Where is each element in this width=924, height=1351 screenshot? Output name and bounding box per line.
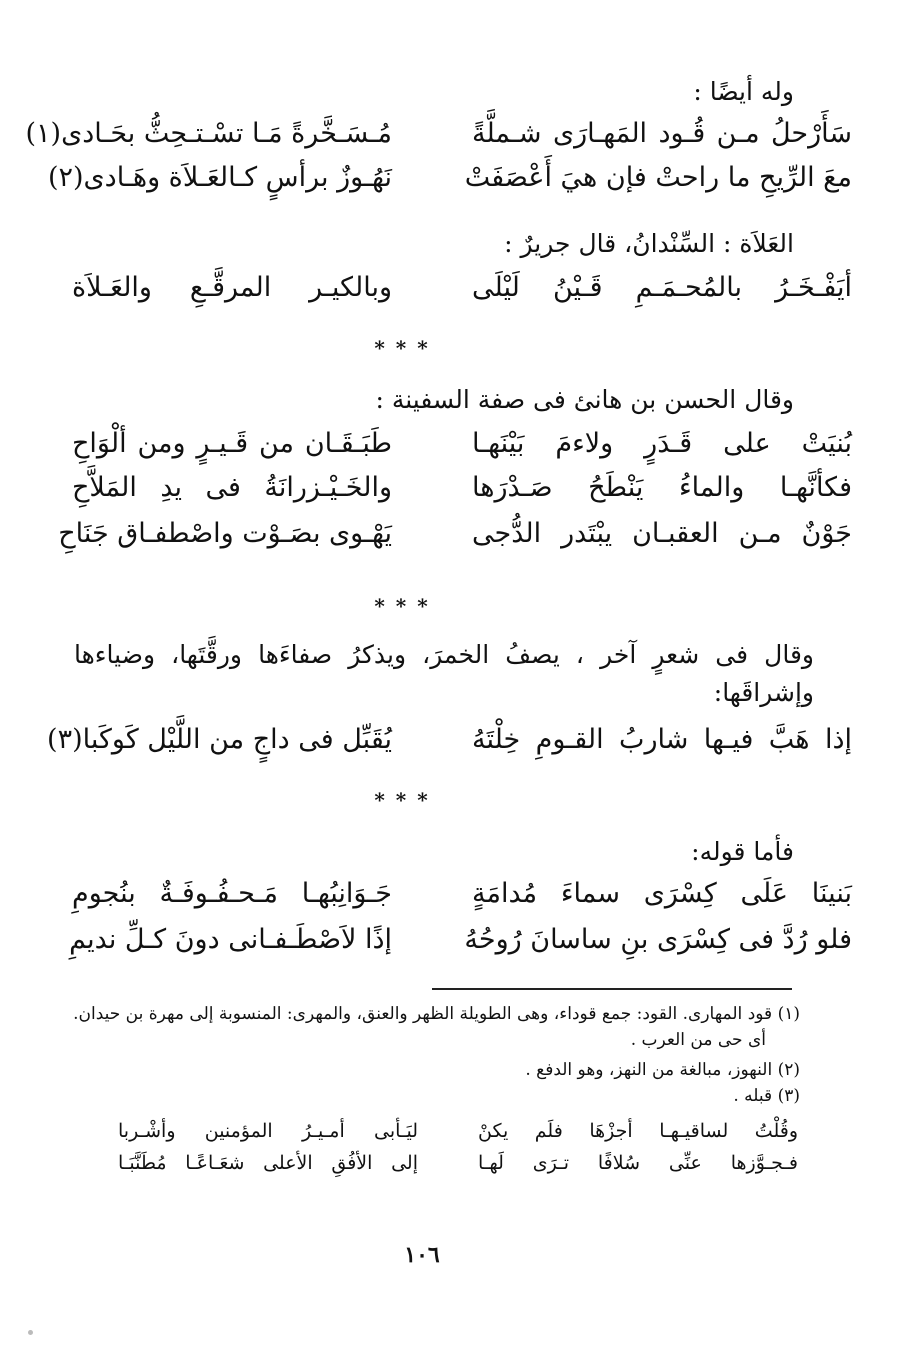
footnote-2: (٢) النهوز، مبالغة من النهز، وهو الدفع . bbox=[525, 1060, 800, 1080]
hemistich-right: فـجـوَّزها عنِّى سُلافًا تـرَى لَهـا bbox=[478, 1152, 798, 1174]
poem-5-line-2 bbox=[69, 924, 852, 968]
page-number: ١٠٦ bbox=[404, 1242, 440, 1268]
poem-4-line-1 bbox=[47, 724, 852, 768]
hemistich-right: بَنينَا عَلَى كِسْرَى سماءَ مُدامَةٍ bbox=[472, 878, 852, 909]
poem-3-line-3 bbox=[58, 518, 852, 562]
section-separator: * * * bbox=[374, 594, 430, 618]
poem-5-line-1 bbox=[72, 878, 852, 922]
footnote-3-poem-line-1 bbox=[118, 1120, 798, 1148]
poem-3-line-1 bbox=[72, 428, 852, 472]
hemistich-right: بُنيَتْ على قَـدَرٍ ولاءمَ بَيْنَهـا bbox=[472, 428, 852, 459]
footnote-3: (٣) قبله . bbox=[733, 1086, 800, 1106]
hemistich-right: معَ الرِّيحِ ما راحتْ فإن هيَ أَعْصَفَتْ bbox=[464, 162, 852, 193]
poem-2-line-1 bbox=[72, 272, 852, 316]
section-separator: * * * bbox=[374, 336, 430, 360]
hemistich-right: أيَفْـخَـرُ بالمُحـمَـمِ قَـيْنُ لَيْلَى bbox=[472, 272, 852, 303]
hemistich-left: يَهْـوى بصَـوْت واصْطفـاق جَنَاحِ bbox=[58, 518, 392, 549]
hemistich-right: فلو رُدَّ فى كِسْرَى بنِ ساسانَ رُوحُهُ bbox=[464, 924, 852, 955]
intro-2: العَلاَة : السِّنْدانُ، قال جريرٌ : bbox=[504, 229, 794, 258]
footnote-1-continued: أى حى من العرب . bbox=[630, 1030, 766, 1050]
hemistich-right: سَأَرْحلُ مـن قُـود المَهـارَى شـملَّةً bbox=[472, 118, 852, 149]
hemistich-left: نَهُـوزٌ برأسٍ كـالعَـلاَة وهَـادى(٢) bbox=[47, 162, 392, 193]
scan-speck bbox=[28, 1330, 33, 1335]
hemistich-left: والخَـيْـزرانَةُ فى يدِ المَلاَّحِ bbox=[72, 472, 392, 503]
poem-1-line-1 bbox=[25, 118, 852, 162]
hemistich-left: طَبَـقَـان من قَـيـرٍ ومن ألْوَاحِ bbox=[72, 428, 392, 459]
intro-1: وله أيضًا : bbox=[693, 77, 794, 106]
hemistich-right: جَوْنٌ مـن العقبـان يبْتَدر الدُّجى bbox=[472, 518, 852, 549]
hemistich-right: وقُلْتُ لساقيـهـا أجزْهَا فلَم يكنْ bbox=[478, 1120, 798, 1142]
poem-1-line-2 bbox=[47, 162, 852, 206]
footnote-1: (١) قود المهارى. القود: جمع قوداء، وهى الطويلة الظهر والعنق، والمهرى: المنسوبة إلى مهرة بن حيدان. bbox=[73, 1004, 800, 1024]
hemistich-left: مُـسَـخَّرةً مَـا تسْـتـحِثُّ بحَـادى(١) bbox=[25, 118, 392, 149]
hemistich-left: جَـوَانِبُهـا مَـحـفُـوفَـةٌ بنُجومِ bbox=[72, 878, 392, 909]
hemistich-left: إذًا لاَصْطَـفـانى دونَ كـلِّ نديمِ bbox=[69, 924, 392, 955]
hemistich-left: وبالكيـر المرقَّـعِ والعَـلاَة bbox=[72, 272, 392, 303]
hemistich-left: يُقَبِّل فى داجٍ من اللَّيْل كَوكَبا(٣) bbox=[47, 724, 392, 755]
intro-5: فأما قوله: bbox=[691, 837, 794, 866]
footnote-3-poem-line-2 bbox=[118, 1152, 798, 1180]
section-separator: * * * bbox=[374, 788, 430, 812]
poem-3-line-2 bbox=[72, 472, 852, 516]
hemistich-left: إلى الأفُقِ الأعلى شعَـاعًـا مُطَنَّبَـا bbox=[118, 1152, 418, 1174]
intro-3: وقال الحسن بن هانئ فى صفة السفينة : bbox=[375, 385, 794, 414]
intro-4: وقال فى شعرٍ آخر ، يصفُ الخمرَ، ويذكرُ صفاءَها ورقَّتَها، وضياءها وإشراقَها: bbox=[74, 640, 814, 707]
hemistich-right: إذا هَبَّ فيـها شاربُ القـومِ خِلْتَهُ bbox=[472, 724, 852, 755]
hemistich-left: ليَـأبى أمـيـرُ المؤمنين وأشْـربا bbox=[118, 1120, 418, 1142]
footnote-divider bbox=[432, 988, 792, 990]
hemistich-right: فكأنَّهـا والماءُ يَنْطَحُ صَـدْرَها bbox=[472, 472, 852, 503]
